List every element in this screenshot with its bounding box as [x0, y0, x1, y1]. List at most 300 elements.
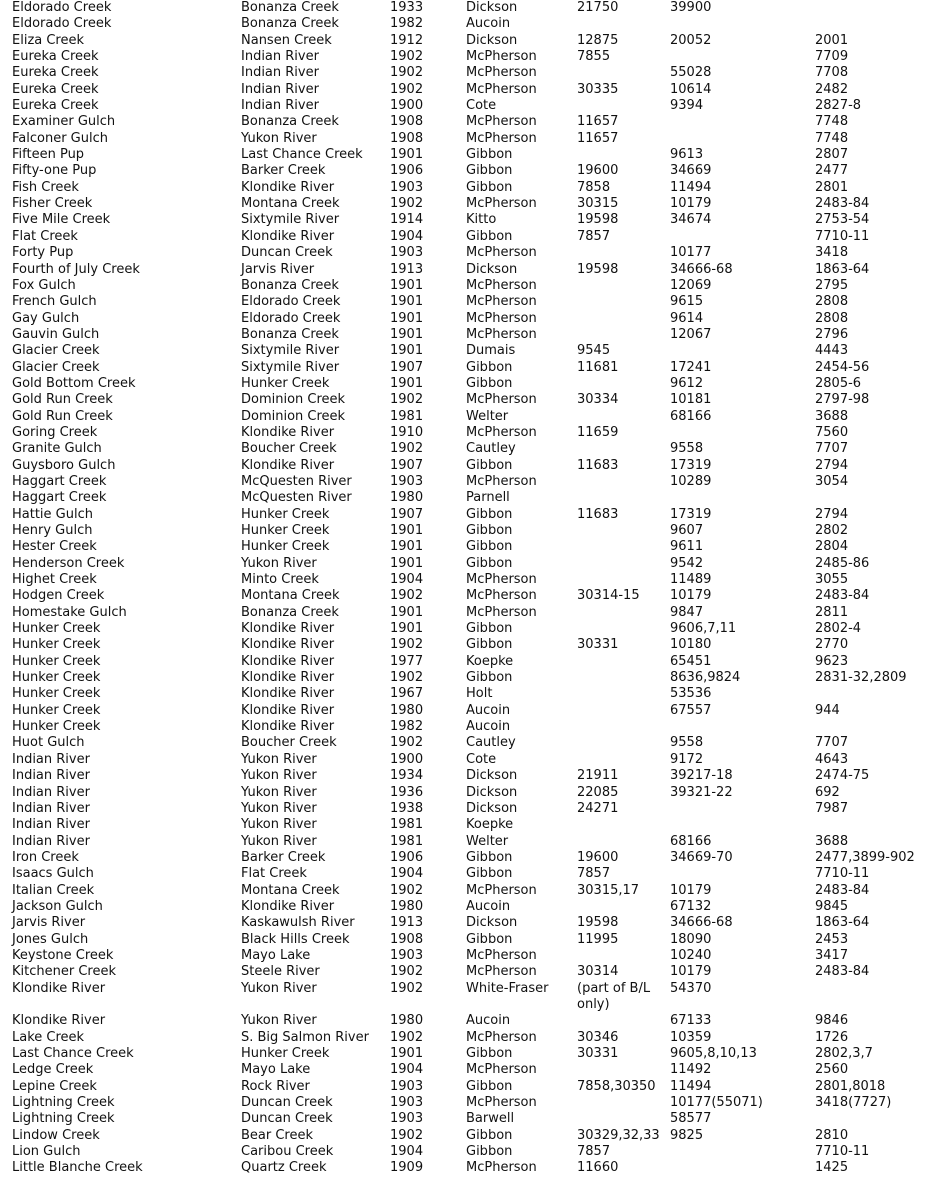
plan-number-cell: 30331 [577, 1046, 619, 1061]
tributary-of-cell: Hunker Creek [241, 506, 330, 522]
table-row [0, 196, 930, 212]
field-book-cell: 34666-68 [670, 261, 733, 277]
tributary-of-cell: Barker Creek [241, 849, 326, 865]
record-number-cell: 2474-75 [815, 768, 870, 784]
surveyor-cell: White-Fraser [466, 980, 549, 996]
surveyor-cell: McPherson [466, 81, 537, 97]
table-row [0, 98, 930, 114]
surveyor-cell: Gibbon [466, 147, 513, 163]
plan-number-cell: 30334 [577, 392, 619, 408]
tributary-of-cell: Montana Creek [241, 196, 340, 212]
record-number-cell: 2477 [815, 163, 849, 179]
creek-name-cell: Glacier Creek [12, 359, 100, 375]
surveyor-cell: McPherson [466, 604, 537, 620]
year-cell: 1903 [390, 179, 424, 195]
year-cell: 1909 [390, 1160, 424, 1176]
tributary-of-cell: Boucher Creek [241, 441, 337, 457]
record-number-cell: 7560 [815, 424, 849, 440]
plan-number-cell: 24271 [577, 800, 619, 816]
tributary-of-cell: Yukon River [241, 833, 317, 849]
plan-number-cell: 11995 [577, 931, 619, 947]
table-row [0, 1111, 930, 1127]
year-cell: 1901 [390, 343, 424, 359]
plan-number-cell: 11683 [577, 506, 619, 522]
year-cell: 1900 [390, 98, 424, 114]
field-book-cell: 10179 [670, 964, 712, 980]
table-row [0, 981, 930, 1014]
creek-name-cell: Granite Gulch [12, 441, 102, 457]
year-cell: 1904 [390, 572, 424, 588]
creek-name-cell: Forty Pup [12, 245, 74, 261]
table-row [0, 147, 930, 163]
year-cell: 1904 [390, 1062, 424, 1078]
creek-name-cell: Isaacs Gulch [12, 866, 94, 882]
record-number-cell: 7710-11 [815, 1144, 870, 1160]
plan-number-cell: 30314 [577, 964, 619, 980]
tributary-of-cell: Barker Creek [241, 163, 326, 179]
tributary-of-cell: Quartz Creek [241, 1160, 327, 1176]
creek-name-cell: Gold Run Creek [12, 408, 113, 424]
creek-name-cell: Hunker Creek [12, 686, 101, 702]
year-cell: 1903 [390, 947, 424, 963]
tributary-of-cell: Klondike River [241, 637, 335, 653]
tributary-of-cell: Yukon River [241, 555, 317, 571]
surveyor-cell: Gibbon [466, 179, 513, 195]
creek-name-cell: Fisher Creek [12, 196, 93, 212]
plan-number-cell: (part of B/L only) [577, 980, 651, 1012]
creek-name-cell: Eldorado Creek [12, 0, 112, 15]
table-row [0, 1062, 930, 1078]
record-number-cell: 3688 [815, 833, 849, 849]
table-row [0, 572, 930, 588]
tributary-of-cell: Klondike River [241, 653, 335, 669]
tributary-of-cell: Bonanza Creek [241, 114, 339, 130]
record-number-cell: 944 [815, 702, 840, 718]
year-cell: 1912 [390, 32, 424, 48]
creek-name-cell: Flat Creek [12, 228, 78, 244]
year-cell: 1914 [390, 212, 424, 228]
surveyor-cell: Cautley [466, 441, 516, 457]
tributary-of-cell: Klondike River [241, 686, 335, 702]
table-row [0, 65, 930, 81]
surveyor-cell: Dickson [466, 800, 518, 816]
creek-name-cell: Five Mile Creek [12, 212, 111, 228]
surveyor-cell: Gibbon [466, 1127, 513, 1143]
field-book-cell: 39217-18 [670, 768, 733, 784]
creek-name-cell: Indian River [12, 833, 90, 849]
tributary-of-cell: Klondike River [241, 457, 335, 473]
table-row [0, 425, 930, 441]
tributary-of-cell: Duncan Creek [241, 1095, 333, 1111]
creek-name-cell: Indian River [12, 817, 90, 833]
record-number-cell: 7748 [815, 130, 849, 146]
creek-name-cell: Huot Gulch [12, 735, 85, 751]
record-number-cell: 2802-4 [815, 621, 862, 637]
table-row [0, 1030, 930, 1046]
field-book-cell: 10359 [670, 1029, 712, 1045]
field-book-cell: 9615 [670, 294, 704, 310]
record-number-cell: 2802 [815, 523, 849, 538]
tributary-of-cell: Montana Creek [241, 882, 340, 898]
tributary-of-cell: Klondike River [241, 898, 335, 914]
table-row [0, 1128, 930, 1144]
table-row [0, 964, 930, 980]
plan-number-cell: 30335 [577, 81, 619, 97]
record-number-cell: 2811 [815, 604, 849, 620]
record-number-cell: 7707 [815, 441, 849, 457]
surveyor-cell: McPherson [466, 114, 537, 130]
record-number-cell: 2810 [815, 1127, 849, 1143]
record-number-cell: 7987 [815, 800, 849, 816]
plan-number-cell: 30315,17 [577, 882, 640, 898]
field-book-cell: 34669 [670, 163, 712, 179]
field-book-cell: 9613 [670, 147, 704, 163]
field-book-cell: 9172 [670, 751, 704, 767]
record-number-cell: 3418(7727) [815, 1095, 892, 1111]
surveyor-cell: McPherson [466, 1062, 537, 1078]
plan-number-cell: 19598 [577, 261, 619, 277]
record-number-cell: 2483-84 [815, 196, 870, 212]
year-cell: 1908 [390, 114, 424, 130]
table-row [0, 262, 930, 278]
creek-name-cell: Lake Creek [12, 1029, 85, 1045]
surveyor-cell: Dickson [466, 768, 518, 784]
table-row [0, 883, 930, 899]
field-book-cell: 20052 [670, 32, 712, 48]
tributary-of-cell: Nansen Creek [241, 32, 332, 48]
surveyor-cell: Dumais [466, 343, 516, 359]
field-book-cell: 10179 [670, 588, 712, 604]
creek-name-cell: Fifty-one Pup [12, 163, 97, 179]
record-number-cell: 1726 [815, 1029, 849, 1045]
table-row [0, 752, 930, 768]
record-number-cell: 7710-11 [815, 866, 870, 882]
tributary-of-cell: Klondike River [241, 702, 335, 718]
creek-name-cell: Henry Gulch [12, 523, 93, 538]
plan-number-cell: 30314-15 [577, 588, 640, 604]
table-row [0, 1046, 930, 1062]
tributary-of-cell: Eldorado Creek [241, 294, 341, 310]
year-cell: 1907 [390, 506, 424, 522]
table-row [0, 82, 930, 98]
surveyor-cell: Gibbon [466, 555, 513, 571]
table-row [0, 899, 930, 915]
table-row [0, 556, 930, 572]
tributary-of-cell: Yukon River [241, 130, 317, 146]
table-row [0, 588, 930, 604]
surveyor-cell: Cote [466, 98, 497, 114]
field-book-cell: 39321-22 [670, 784, 733, 800]
table-row [0, 507, 930, 523]
surveyor-cell: McPherson [466, 1160, 537, 1176]
record-number-cell: 2808 [815, 294, 849, 310]
year-cell: 1907 [390, 359, 424, 375]
record-number-cell: 7710-11 [815, 228, 870, 244]
field-book-cell: 10180 [670, 637, 712, 653]
creek-name-cell: Examiner Gulch [12, 114, 116, 130]
tributary-of-cell: Duncan Creek [241, 245, 333, 261]
record-number-cell: 2483-84 [815, 964, 870, 980]
creek-name-cell: Hunker Creek [12, 637, 101, 653]
record-number-cell: 3688 [815, 408, 849, 424]
field-book-cell: 67132 [670, 898, 712, 914]
field-book-cell: 10240 [670, 947, 712, 963]
record-number-cell: 3417 [815, 947, 849, 963]
tributary-of-cell: Yukon River [241, 1013, 317, 1029]
tributary-of-cell: Kaskawulsh River [241, 915, 355, 931]
field-book-cell: 10179 [670, 196, 712, 212]
table-row [0, 735, 930, 751]
year-cell: 1980 [390, 490, 424, 506]
plan-number-cell: 11660 [577, 1160, 619, 1176]
tributary-of-cell: Caribou Creek [241, 1144, 334, 1160]
record-number-cell: 3054 [815, 473, 849, 489]
year-cell: 1904 [390, 1144, 424, 1160]
tributary-of-cell: Minto Creek [241, 572, 319, 588]
year-cell: 1901 [390, 277, 424, 293]
tributary-of-cell: Klondike River [241, 228, 335, 244]
table-row [0, 392, 930, 408]
field-book-cell: 12067 [670, 326, 712, 342]
creek-name-cell: Eliza Creek [12, 32, 85, 48]
tributary-of-cell: Yukon River [241, 800, 317, 816]
record-number-cell: 2808 [815, 310, 849, 326]
tributary-of-cell: Sixtymile River [241, 343, 340, 359]
field-book-cell: 67133 [670, 1013, 712, 1029]
year-cell: 1902 [390, 196, 424, 212]
creek-name-cell: Keystone Creek [12, 947, 114, 963]
tributary-of-cell: Jarvis River [241, 261, 315, 277]
record-number-cell: 2560 [815, 1062, 849, 1078]
field-book-cell: 8636,9824 [670, 670, 741, 686]
creek-name-cell: Indian River [12, 784, 90, 800]
record-number-cell: 9623 [815, 653, 849, 669]
creek-name-cell: Lightning Creek [12, 1095, 115, 1111]
creek-name-cell: Indian River [12, 768, 90, 784]
year-cell: 1908 [390, 130, 424, 146]
table-row [0, 131, 930, 147]
tributary-of-cell: McQuesten River [241, 490, 352, 506]
plan-number-cell: 19600 [577, 163, 619, 179]
year-cell: 1936 [390, 784, 424, 800]
table-row [0, 49, 930, 65]
creek-name-cell: Fox Gulch [12, 277, 76, 293]
surveyor-cell: Parnell [466, 490, 510, 506]
tributary-of-cell: Bonanza Creek [241, 16, 339, 32]
tributary-of-cell: Hunker Creek [241, 539, 330, 555]
tributary-of-cell: Klondike River [241, 179, 335, 195]
year-cell: 1901 [390, 310, 424, 326]
record-number-cell: 3418 [815, 245, 849, 261]
year-cell: 1903 [390, 1111, 424, 1127]
year-cell: 1967 [390, 686, 424, 702]
surveyor-cell: Aucoin [466, 1013, 511, 1029]
year-cell: 1901 [390, 555, 424, 571]
field-book-cell: 58577 [670, 1111, 712, 1127]
field-book-cell: 11489 [670, 572, 712, 588]
field-book-cell: 11494 [670, 179, 712, 195]
creek-name-cell: Eureka Creek [12, 81, 99, 97]
surveyor-cell: McPherson [466, 294, 537, 310]
surveyor-cell: McPherson [466, 130, 537, 146]
creek-name-cell: Highet Creek [12, 572, 97, 588]
surveyor-cell: Koepke [466, 817, 514, 833]
year-cell: 1902 [390, 637, 424, 653]
field-book-cell: 53536 [670, 686, 712, 702]
creek-name-cell: Fifteen Pup [12, 147, 85, 163]
record-number-cell: 2483-84 [815, 588, 870, 604]
tributary-of-cell: Mayo Lake [241, 1062, 311, 1078]
tributary-of-cell: Yukon River [241, 980, 317, 996]
creek-name-cell: Hunker Creek [12, 670, 101, 686]
table-row [0, 1013, 930, 1029]
surveyor-cell: Gibbon [466, 375, 513, 391]
tributary-of-cell: Rock River [241, 1078, 310, 1094]
table-row [0, 637, 930, 653]
surveyor-cell: Gibbon [466, 539, 513, 555]
tributary-of-cell: Klondike River [241, 424, 335, 440]
surveyor-cell: Gibbon [466, 163, 513, 179]
creek-name-cell: Eureka Creek [12, 65, 99, 81]
year-cell: 1980 [390, 898, 424, 914]
creek-name-cell: Klondike River [12, 980, 106, 996]
creek-name-cell: Haggart Creek [12, 490, 107, 506]
surveyor-cell: Gibbon [466, 1046, 513, 1061]
surveyor-cell: McPherson [466, 1095, 537, 1111]
table-row [0, 327, 930, 343]
tributary-of-cell: Dominion Creek [241, 392, 346, 408]
record-number-cell: 7708 [815, 65, 849, 81]
record-number-cell: 9846 [815, 1013, 849, 1029]
tributary-of-cell: Klondike River [241, 670, 335, 686]
creek-name-cell: Guysboro Gulch [12, 457, 116, 473]
table-row [0, 33, 930, 49]
tributary-of-cell: Steele River [241, 964, 320, 980]
year-cell: 1913 [390, 915, 424, 931]
creek-name-cell: Gauvin Gulch [12, 326, 100, 342]
year-cell: 1902 [390, 1029, 424, 1045]
year-cell: 1902 [390, 1127, 424, 1143]
tributary-of-cell: S. Big Salmon River [241, 1029, 369, 1045]
record-number-cell: 2483-84 [815, 882, 870, 898]
plan-number-cell: 7857 [577, 1144, 611, 1160]
creek-name-cell: Hodgen Creek [12, 588, 105, 604]
table-row [0, 801, 930, 817]
year-cell: 1938 [390, 800, 424, 816]
surveyor-cell: Gibbon [466, 931, 513, 947]
year-cell: 1980 [390, 702, 424, 718]
field-book-cell: 17319 [670, 457, 712, 473]
creek-name-cell: Henderson Creek [12, 555, 125, 571]
record-number-cell: 2477,3899-902 [815, 849, 915, 865]
year-cell: 1902 [390, 392, 424, 408]
year-cell: 1910 [390, 424, 424, 440]
record-number-cell: 2805-6 [815, 375, 862, 391]
record-number-cell: 692 [815, 784, 840, 800]
creek-name-cell: Jones Gulch [12, 931, 89, 947]
record-number-cell: 2801 [815, 179, 849, 195]
record-number-cell: 2797-98 [815, 392, 870, 408]
record-number-cell: 2770 [815, 637, 849, 653]
table-row [0, 768, 930, 784]
record-number-cell: 2795 [815, 277, 849, 293]
creek-name-cell: Indian River [12, 800, 90, 816]
surveyor-cell: Dickson [466, 32, 518, 48]
field-book-cell: 9605,8,10,13 [670, 1046, 757, 1061]
plan-number-cell: 11657 [577, 114, 619, 130]
field-book-cell: 54370 [670, 980, 712, 996]
year-cell: 1902 [390, 65, 424, 81]
surveyor-cell: Gibbon [466, 637, 513, 653]
plan-number-cell: 19600 [577, 849, 619, 865]
record-number-cell: 2485-86 [815, 555, 870, 571]
plan-number-cell: 7858,30350 [577, 1078, 656, 1094]
year-cell: 1901 [390, 621, 424, 637]
table-row [0, 1144, 930, 1160]
plan-number-cell: 21911 [577, 768, 619, 784]
record-number-cell: 4643 [815, 751, 849, 767]
plan-number-cell: 30315 [577, 196, 619, 212]
plan-number-cell: 7855 [577, 49, 611, 65]
year-cell: 1902 [390, 49, 424, 65]
field-book-cell: 17241 [670, 359, 712, 375]
surveyor-cell: McPherson [466, 392, 537, 408]
table-row [0, 294, 930, 310]
creek-name-cell: Lepine Creek [12, 1078, 97, 1094]
field-book-cell: 9394 [670, 98, 704, 114]
creek-name-cell: Lion Gulch [12, 1144, 81, 1160]
record-number-cell: 2453 [815, 931, 849, 947]
table-row [0, 915, 930, 931]
table-row [0, 441, 930, 457]
surveyor-cell: Aucoin [466, 702, 511, 718]
tributary-of-cell: Dominion Creek [241, 408, 346, 424]
table-row [0, 163, 930, 179]
table-row [0, 474, 930, 490]
creek-name-cell: Eureka Creek [12, 98, 99, 114]
field-book-cell: 9558 [670, 441, 704, 457]
tributary-of-cell: Montana Creek [241, 588, 340, 604]
field-book-cell: 10179 [670, 882, 712, 898]
tributary-of-cell: Hunker Creek [241, 1046, 330, 1061]
year-cell: 1906 [390, 163, 424, 179]
tributary-of-cell: Hunker Creek [241, 523, 330, 538]
table-row [0, 490, 930, 506]
record-number-cell: 2753-54 [815, 212, 870, 228]
creek-name-cell: Iron Creek [12, 849, 79, 865]
year-cell: 1904 [390, 228, 424, 244]
tributary-of-cell: Indian River [241, 49, 319, 65]
table-row [0, 114, 930, 130]
year-cell: 1901 [390, 523, 424, 538]
plan-number-cell: 30329,32,33 [577, 1127, 660, 1143]
creek-name-cell: Homestake Gulch [12, 604, 127, 620]
table-row [0, 278, 930, 294]
surveyor-cell: Holt [466, 686, 493, 702]
table-row [0, 1079, 930, 1095]
table-row [0, 212, 930, 228]
creek-name-cell: Kitchener Creek [12, 964, 116, 980]
creek-name-cell: Last Chance Creek [12, 1046, 134, 1061]
surveyor-cell: McPherson [466, 245, 537, 261]
surveyor-cell: Barwell [466, 1111, 515, 1127]
creek-name-cell: Hattie Gulch [12, 506, 93, 522]
surveyor-cell: Gibbon [466, 866, 513, 882]
tributary-of-cell: Indian River [241, 65, 319, 81]
field-book-cell: 9825 [670, 1127, 704, 1143]
year-cell: 1982 [390, 719, 424, 735]
tributary-of-cell: Klondike River [241, 719, 335, 735]
